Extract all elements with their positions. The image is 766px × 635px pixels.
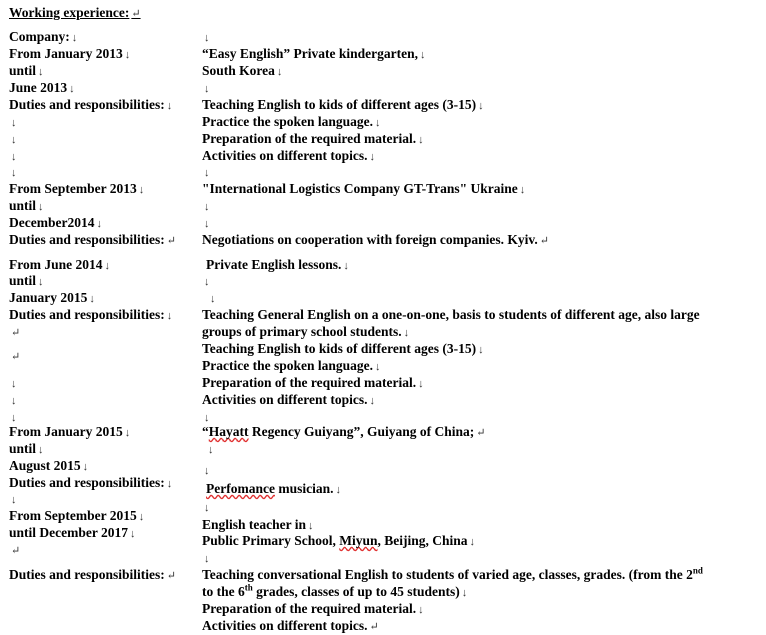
line-break-mark: ↓ <box>11 378 17 390</box>
line-break-mark: ↓ <box>11 395 17 407</box>
line-break-mark: ↓ <box>204 553 210 565</box>
period-2-start: From September 2013 ↓ <box>9 181 145 196</box>
line-break-mark: ↓ <box>204 32 210 44</box>
duty-1-1: Teaching English to kids of different ages (3-15) ↓ <box>202 97 484 112</box>
paragraph-mark: ↵ <box>11 351 21 363</box>
company-3: Private English lessons. ↓ <box>206 257 349 272</box>
line-break-mark: ↓ <box>11 167 17 179</box>
duty-3-5: Activities on different topics. ↓ <box>202 392 375 407</box>
duty-5-1: Teaching conversational English to students of varied age, classes, grades. (from the 2nd <box>202 565 703 582</box>
label-company: Company: ↓ <box>9 29 78 44</box>
line-break-mark: ↓ <box>208 444 214 456</box>
line-break-mark: ↓ <box>11 412 17 424</box>
line-break-mark: ↓ <box>11 117 17 129</box>
company-1: “Easy English” Private kindergarten, ↓ <box>202 46 426 61</box>
duties-label-2: Duties and responsibilities: ↵ <box>9 232 176 247</box>
period-3-start: From June 2014 ↓ <box>9 257 110 272</box>
period-3-until: until ↓ <box>9 273 44 288</box>
duty-5-3: Activities on different topics. ↵ <box>202 618 379 633</box>
line-break-mark: ↓ <box>204 412 210 424</box>
paragraph-mark: ↵ <box>131 8 141 20</box>
duty-5-1-cont: to the 6th grades, classes of up to 45 students) ↓ <box>202 582 468 599</box>
paragraph-mark: ↵ <box>11 545 21 557</box>
spellcheck-word: Hayatt <box>208 424 249 439</box>
duty-3-3: Practice the spoken language. ↓ <box>202 358 381 373</box>
line-break-mark: ↓ <box>11 151 17 163</box>
line-break-mark: ↓ <box>210 293 216 305</box>
duty-1-3: Preparation of the required material. ↓ <box>202 131 424 146</box>
duty-2-1: Negotiations on cooperation with foreign companies. Kyiv. ↵ <box>202 232 549 247</box>
period-5-start: From September 2015 ↓ <box>9 508 145 523</box>
duties-label-3: Duties and responsibilities: ↓ <box>9 307 173 322</box>
period-2-end: December2014 ↓ <box>9 215 102 230</box>
duties-label-4: Duties and responsibilities: ↓ <box>9 475 173 490</box>
company-5: English teacher in ↓ <box>202 517 314 532</box>
duty-5-2: Preparation of the required material. ↓ <box>202 601 424 616</box>
spellcheck-word: Miyun <box>339 533 378 548</box>
duty-1-4: Activities on different topics. ↓ <box>202 148 375 163</box>
line-break-mark: ↓ <box>204 167 210 179</box>
duty-4-1: Perfomance musician. ↓ <box>206 481 341 496</box>
period-1-end: June 2013 ↓ <box>9 80 75 95</box>
period-4-until: until ↓ <box>9 441 44 456</box>
section-heading: Working experience: ↵ <box>9 5 141 20</box>
line-break-mark: ↓ <box>204 218 210 230</box>
line-break-mark: ↓ <box>204 201 210 213</box>
company-4: “Hayatt Regency Guiyang”, Guiyang of China; ↵ <box>202 424 486 439</box>
company-5-location: Public Primary School, Miyun, Beijing, China ↓ <box>202 533 476 548</box>
spellcheck-word: Perfomance <box>206 481 275 496</box>
line-break-mark: ↓ <box>204 276 210 288</box>
period-1-until: until ↓ <box>9 63 44 78</box>
line-break-mark: ↓ <box>204 502 210 514</box>
duties-label-1: Duties and responsibilities: ↓ <box>9 97 173 112</box>
paragraph-mark: ↵ <box>11 327 21 339</box>
duty-1-2: Practice the spoken language. ↓ <box>202 114 381 129</box>
duty-3-2: Teaching English to kids of different ages (3-15) ↓ <box>202 341 484 356</box>
duties-label-5: Duties and responsibilities: ↵ <box>9 567 176 582</box>
period-4-start: From January 2015 ↓ <box>9 424 131 439</box>
period-5-end: until December 2017 ↓ <box>9 525 136 540</box>
period-4-end: August 2015 ↓ <box>9 458 89 473</box>
line-break-mark: ↓ <box>204 83 210 95</box>
line-break-mark: ↓ <box>204 465 210 477</box>
duty-3-1: Teaching General English on a one-on-one, basis to students of different age, also large <box>202 307 700 322</box>
company-2: "International Logistics Company GT-Trans" Ukraine ↓ <box>202 181 526 196</box>
period-1-start: From January 2013 ↓ <box>9 46 131 61</box>
duty-3-1-cont: groups of primary school students. ↓ <box>202 324 410 339</box>
line-break-mark: ↓ <box>11 494 17 506</box>
period-3-end: January 2015 ↓ <box>9 290 95 305</box>
line-break-mark: ↓ <box>11 134 17 146</box>
company-1-location: South Korea ↓ <box>202 63 283 78</box>
duty-3-4: Preparation of the required material. ↓ <box>202 375 424 390</box>
period-2-until: until ↓ <box>9 198 44 213</box>
